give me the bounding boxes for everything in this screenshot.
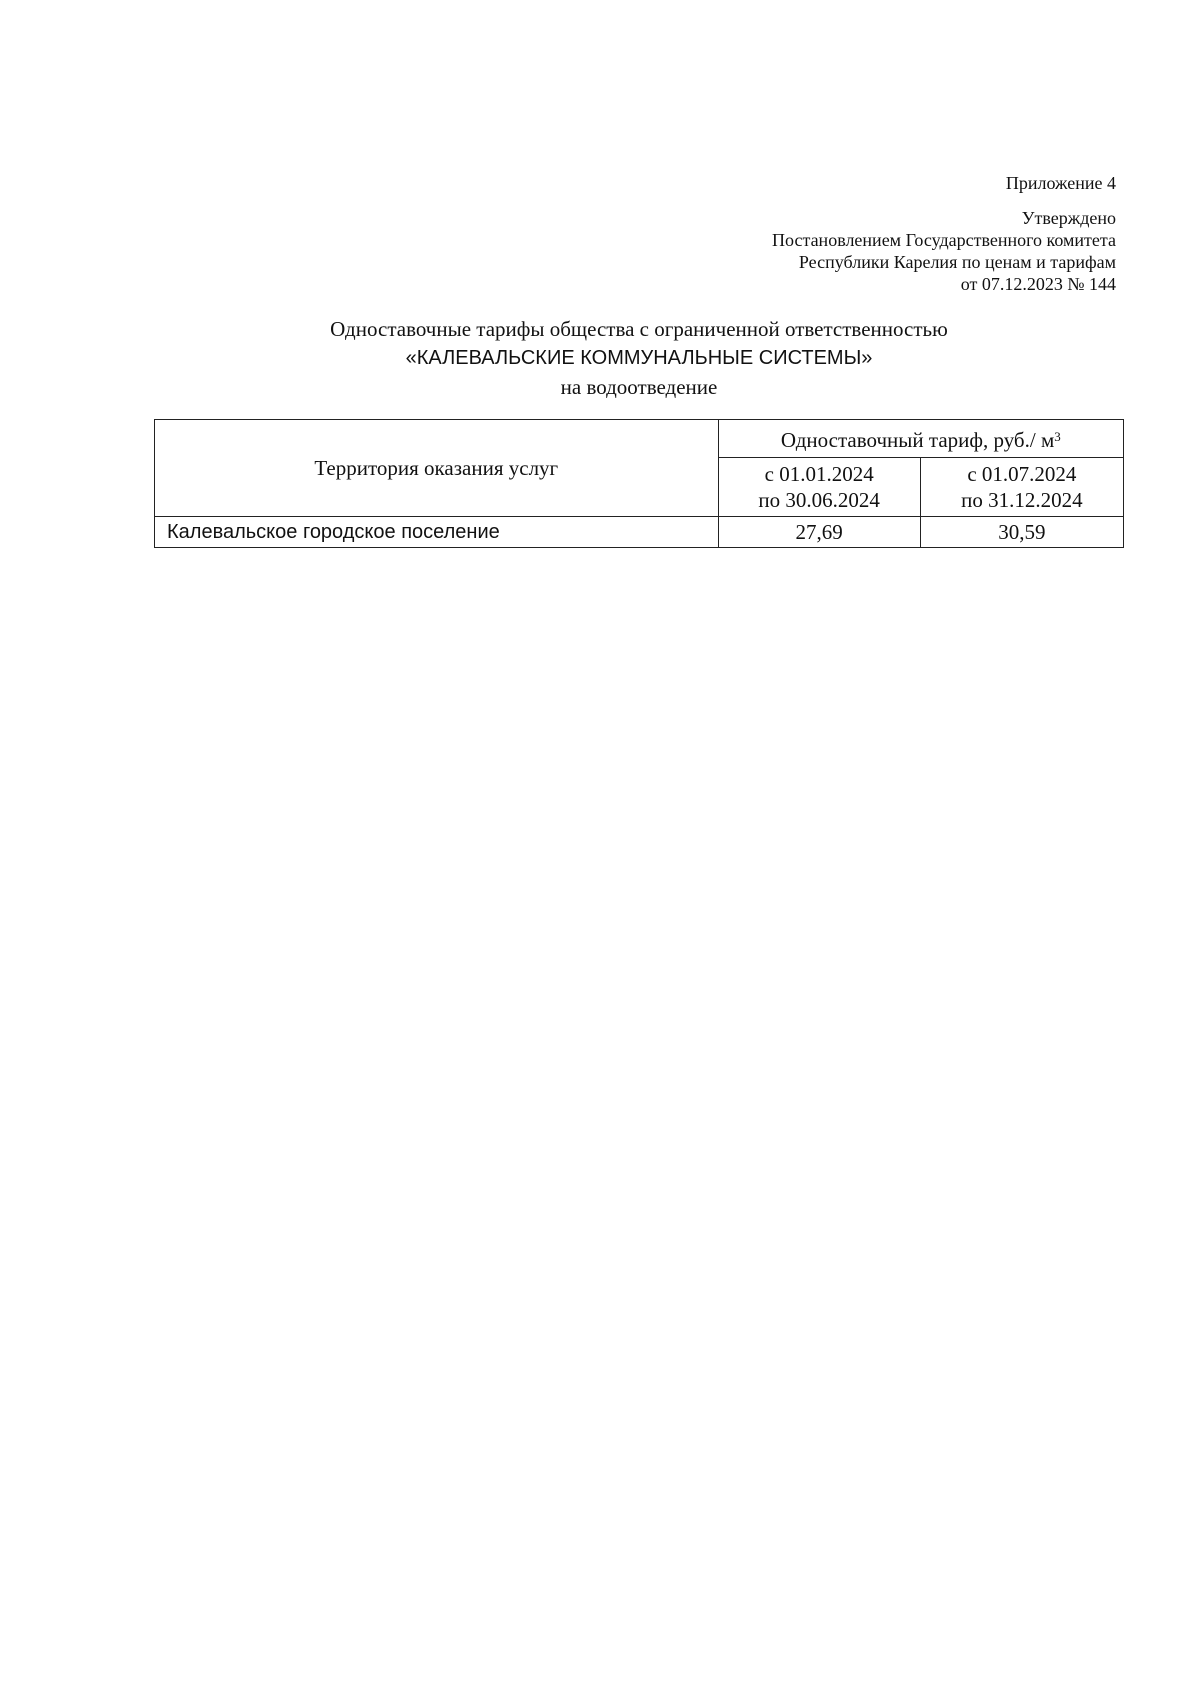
appendix-number: Приложение 4 (1005, 173, 1116, 193)
tariff-column-header (718, 420, 1123, 458)
period-to: по 30.06.2024 (758, 488, 880, 512)
tariff-value-cell: 30,59 (920, 517, 1123, 548)
title-line-1: Одноставочные тарифы общества с ограниченной ответственностью (330, 317, 948, 341)
approval-line: Постановлением Государственного комитета (772, 230, 1116, 250)
title-line-3: на водоотведение (560, 375, 718, 399)
territory-cell: Калевальское городское поселение (155, 517, 719, 548)
company-name: «КАЛЕВАЛЬСКИЕ КОММУНАЛЬНЫЕ СИСТЕМЫ» (405, 347, 873, 369)
period-to: по 31.12.2024 (961, 488, 1083, 512)
period-header-1 (718, 458, 920, 517)
approval-line: Утверждено (1021, 208, 1116, 228)
tariff-value-cell: 27,69 (718, 517, 920, 548)
period-from: с 01.07.2024 (967, 462, 1077, 486)
territory-column-header: Территория оказания услуг (155, 420, 719, 517)
table-row (155, 517, 1124, 548)
tariff-header-label: Одноставочный тариф, руб./ м (780, 428, 1055, 452)
period-header-2 (920, 458, 1123, 517)
document-title (154, 315, 1124, 402)
approval-line: Республики Карелия по ценам и тарифам (798, 252, 1116, 272)
tariff-table (154, 419, 1124, 548)
table-header-row (155, 420, 1124, 458)
period-from: с 01.01.2024 (764, 462, 874, 486)
approval-line: от 07.12.2023 № 144 (960, 274, 1116, 294)
approval-stamp (516, 207, 1116, 295)
tariff-header-text (781, 428, 1061, 452)
tariff-header-exponent: 3 (1054, 429, 1061, 444)
approval-header (516, 172, 1116, 295)
